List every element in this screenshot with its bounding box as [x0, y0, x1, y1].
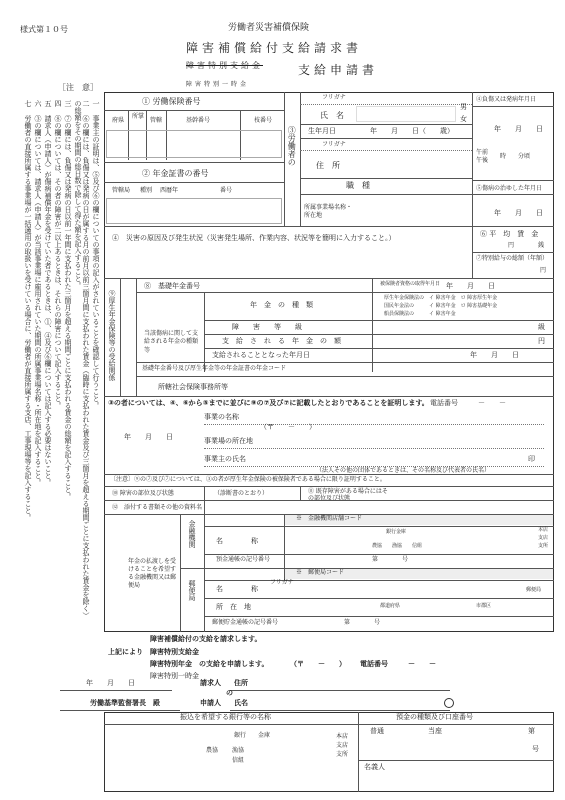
- grade-suffix: 級: [538, 323, 545, 331]
- account-no-suffix: 号: [532, 745, 539, 753]
- bank-account-no[interactable]: 第 号: [372, 556, 409, 563]
- occupation-label: 職 種: [346, 181, 370, 190]
- insured-date-value[interactable]: 年 月 日: [446, 282, 495, 290]
- branch-suffix[interactable]: 本店: [538, 527, 549, 533]
- payment-desire-text: 年金の払渡しを受けることを希望する金融機関又は郵便局: [128, 558, 177, 590]
- post-account-no[interactable]: 第 号: [344, 619, 381, 626]
- employer-zip[interactable]: （〒 － ）: [260, 423, 316, 431]
- disability-part-label: ⑩ 障害の部位及び状態: [112, 490, 174, 497]
- note-paragraph: 六 ③の欄については、請求人（申請人）が当該事業場に雇用されていた期間の所属事業場名称・所在地を記入すること。: [34, 100, 42, 486]
- request-phone-label: 電話番号: [360, 660, 388, 668]
- col-header: 管轄: [150, 117, 163, 124]
- time-value[interactable]: 時 分頃: [500, 153, 531, 160]
- post-side-label: 郵便局: [188, 580, 197, 601]
- employer-address-label: 事業場の所在地: [204, 437, 253, 445]
- pension-row-label: 所轄社会保険事務所等: [158, 383, 228, 391]
- bank-name-label: 名 称: [216, 537, 258, 545]
- employer-note-label: 〔注意〕: [110, 476, 135, 483]
- col-header: 枝番号: [254, 117, 273, 124]
- request-based: 上記により: [108, 648, 143, 656]
- business-name-label: 事業の名称: [204, 413, 239, 421]
- pension-group-label: 当該傷病に関して支給される年金の種類等: [144, 330, 199, 354]
- birthdate-label: 生年月日: [308, 127, 336, 135]
- col-header: 種別: [140, 187, 153, 194]
- labor-insurance-input[interactable]: [106, 130, 282, 158]
- note-paragraph: 一 事業主の証明は、⑤及び⑥の欄についての事項の記入がされていることを確認して行うこと。: [92, 100, 100, 409]
- city-label: 市郡区: [476, 603, 492, 609]
- account-type[interactable]: 普通: [370, 727, 384, 735]
- injury-date-value[interactable]: 年 月 日: [494, 125, 543, 133]
- holder-label: 名義人: [364, 763, 385, 771]
- request-line-1: 障害補償給付の支給を請求します。: [150, 635, 262, 643]
- corp-note: （法人その他の団体であるときは、その名称及び代表者の氏名）: [316, 467, 491, 474]
- col-header: 所掌: [132, 113, 145, 120]
- prefecture-label: 都道府県: [380, 603, 401, 609]
- avg-wage-value[interactable]: 円 銭: [508, 242, 545, 249]
- post-furigana: フリガナ: [270, 579, 294, 586]
- pension-yen: 円: [538, 337, 545, 345]
- pension-kind[interactable]: 厚生年金保険法の イ 障害年金 ロ 障害厚生年金: [384, 295, 498, 301]
- col-header: 府県: [112, 117, 125, 124]
- note-paragraph: 三 ⑦の欄には、負傷又は発病の日以前一年間に支払われた三箇月を超える期間ごとに支払われる賃金の総額を記入すること。: [64, 100, 72, 500]
- accident-label: ④ 災害の原因及び発生状況（災害発生場所、作業内容、状況等を簡明に入力すること。）: [112, 234, 396, 242]
- form-title-struck: 障害特別支給金: [186, 61, 263, 70]
- request-line-3: 障害特別年金 の支給を申請します。: [150, 660, 269, 668]
- notes-column: [8, 100, 100, 620]
- post-account-label: 郵便貯金通帳の記号番号: [212, 619, 279, 626]
- applicant-name-label: 氏名: [234, 699, 248, 707]
- pension-date[interactable]: 年 月 日: [470, 351, 519, 359]
- bank-type[interactable]: 金庫: [258, 732, 271, 739]
- bank-suffix[interactable]: 農協: [372, 543, 383, 549]
- worker-furigana-label: フリガナ: [322, 94, 346, 101]
- pension-row-label: 基礎年金番号及び厚生年金等の年金証書の年金コード: [142, 365, 287, 372]
- workplace-label: 所属事業場名称・所在地: [304, 204, 353, 219]
- pension-row-label: 支給されることとなった年月日: [212, 351, 310, 359]
- claimant-address-label: 住所: [234, 679, 248, 687]
- pension-kind-header: 年 金 の 種 類: [250, 301, 313, 309]
- existing-disability-label: ⑪ 既存障害がある場合にはその部位及び状態: [308, 488, 388, 503]
- pension-row-label: 支 給 さ れ る 年 金 の 額: [222, 337, 341, 345]
- applicant-label: 申請人: [200, 699, 221, 707]
- col-header: 基幹番号: [186, 117, 211, 124]
- address-furigana-label: フリガナ: [322, 141, 346, 148]
- employer-phone-label: 電話番号: [430, 399, 458, 407]
- branch-type[interactable]: 本店: [336, 733, 349, 740]
- employer-cert-text: ③の者については、④、⑥から⑤までに並びに⑨の⑦及び⑦に記載したとおりであることを証明します。: [108, 399, 429, 407]
- request-phone-value[interactable]: － －: [408, 660, 436, 668]
- base-pension-no-label: ⑧ 基礎年金番号: [144, 282, 200, 290]
- form-title: 障害補償給付支給請求書: [186, 41, 363, 55]
- branch-type[interactable]: 支所: [336, 751, 349, 758]
- request-date[interactable]: 年 月 日: [86, 679, 135, 687]
- bank-footer-left-header: 振込を希望する銀行等の名称: [180, 713, 271, 721]
- col-header: 番号: [220, 187, 233, 194]
- worker-name-label: 氏 名: [320, 111, 344, 120]
- employer-seal[interactable]: 印: [528, 455, 535, 463]
- form-number: 様式第１０号: [20, 25, 68, 34]
- seal-circle-icon[interactable]: [444, 698, 454, 708]
- time-pm[interactable]: 午後: [476, 157, 489, 164]
- special-wage-value[interactable]: 円: [540, 267, 547, 274]
- bank-suffix[interactable]: 信組: [412, 543, 423, 549]
- bank-type[interactable]: 漁協: [232, 747, 245, 754]
- bank-suffix[interactable]: 金庫: [396, 529, 407, 535]
- birthdate-value[interactable]: 年 月 日（ 歳）: [370, 127, 454, 135]
- insured-date-label: 被保険者資格の取得年月日: [380, 281, 441, 287]
- request-line-2: 障害特別支給金: [150, 648, 199, 656]
- pension-kind[interactable]: 国民年金法の イ 障害年金 ロ 障害基礎年金: [384, 303, 498, 309]
- bank-code-label: ※ 金融機関店舗コード: [296, 515, 363, 522]
- healed-date-value[interactable]: 年 月 日: [494, 209, 543, 217]
- bank-footer-right-header: 預金の種類及び口座番号: [396, 713, 473, 721]
- employer-owner-label: 事業主の氏名: [204, 455, 246, 463]
- gender-male[interactable]: 男: [460, 103, 467, 111]
- address-label: 住 所: [316, 161, 340, 170]
- claimant-of: の: [226, 689, 233, 697]
- employer-date[interactable]: 年 月 日: [124, 433, 173, 441]
- notes-heading: ［注 意］: [58, 83, 98, 92]
- labor-insurance-label: ① 労働保険番号: [142, 97, 201, 106]
- form-title-alt-2: 障害特別一時金: [186, 81, 250, 88]
- office-label: 労働基準監督署長 殿: [90, 699, 160, 707]
- worker-name-input[interactable]: [356, 106, 456, 122]
- bank-side-label: 金融機関: [188, 520, 197, 548]
- col-header: 管轄局: [112, 187, 131, 194]
- note-paragraph: 二 ⑥の欄には、負傷又は発病の日が属する月の前月以前三箇月間に支払われた賃金（臨時に支払われた賃金及び三箇月を超える期間ごとに支払われた賃金を除く）の総額をその期間の総日数で除して得た額を記入すること。: [73, 100, 90, 619]
- col-header: 西暦年: [160, 187, 179, 194]
- pension-kind[interactable]: 船員保険法の イ 障害年金: [384, 311, 456, 317]
- bank-suffix[interactable]: 銀行: [386, 529, 397, 535]
- branch-suffix[interactable]: 支所: [538, 543, 549, 549]
- bank-type[interactable]: 信組: [232, 757, 245, 764]
- post-addr-label: 所 在 地: [216, 603, 251, 611]
- avg-wage-label: ⑥ 平 均 賃 金: [480, 230, 539, 238]
- diagnosis-note: （診断書のとおり）: [214, 490, 269, 497]
- bank-account-label: 預金通帳の記号番号: [216, 556, 271, 563]
- request-line-4: 障害特別一時金: [150, 672, 199, 680]
- branch-type[interactable]: 支店: [336, 742, 349, 749]
- bank-suffix[interactable]: 漁協: [392, 543, 403, 549]
- special-wage-label: ⑦特別給与の総額（年額）: [476, 255, 549, 262]
- note-paragraph: 七 労働者の直接所属する事業場が一括適用の取扱いを受けている場合に、労働者が直接所属する支店、工事現場等を記入すること。: [24, 100, 32, 521]
- pension-cert-input[interactable]: [106, 198, 282, 224]
- post-office-suffix: 郵便局: [526, 587, 542, 593]
- bank-type[interactable]: 銀行: [234, 732, 247, 739]
- injury-date-label: ④負傷又は発病年月日: [476, 96, 537, 103]
- request-zip[interactable]: （〒 － ）: [290, 660, 346, 668]
- bank-type[interactable]: 農協: [206, 747, 219, 754]
- account-type[interactable]: 当座: [428, 727, 442, 735]
- employer-phone-value[interactable]: － －: [478, 399, 506, 407]
- account-no-label: 第: [528, 727, 535, 735]
- gender-female[interactable]: 女: [460, 115, 467, 123]
- employer-note-text: ⑨の⑦及び⑦については、③の者が厚生年金保険の被保険者である場合に限り証明すること。: [134, 476, 386, 483]
- post-code-label: ※ 郵便局コード: [296, 569, 345, 576]
- attachments-label: ⑫ 添付する書類その他の資料名: [112, 504, 203, 511]
- worker-side-label: ③労働者の: [287, 126, 297, 166]
- note-paragraph: 五 請求人（申請人）が傷病補償年金を受けていた者であるときは、①、④及び⑥欄については記入する必要はないこと。: [44, 100, 52, 486]
- healed-date-label: ⑤傷病の治ゆした年月日: [476, 185, 543, 192]
- claimant-label: 請求人: [200, 679, 221, 687]
- pension-row-label: 障 害 等 級: [232, 323, 302, 331]
- pension-cert-label: ② 年金証書の番号: [142, 169, 209, 178]
- note-paragraph: 四 ⑧の欄については、その者の障害が二以上あるときは、それらの障害について記入すること。: [54, 100, 62, 409]
- post-name-label: 名 称: [216, 585, 258, 593]
- pension-side-label: ⑨厚生年金保険等の受給関係: [108, 290, 117, 381]
- form-subtitle: 支給申請書: [298, 63, 379, 77]
- time-am[interactable]: 午前: [476, 149, 489, 156]
- branch-suffix[interactable]: 支店: [538, 535, 549, 541]
- insurance-name: 労働者災害補償保険: [228, 23, 310, 33]
